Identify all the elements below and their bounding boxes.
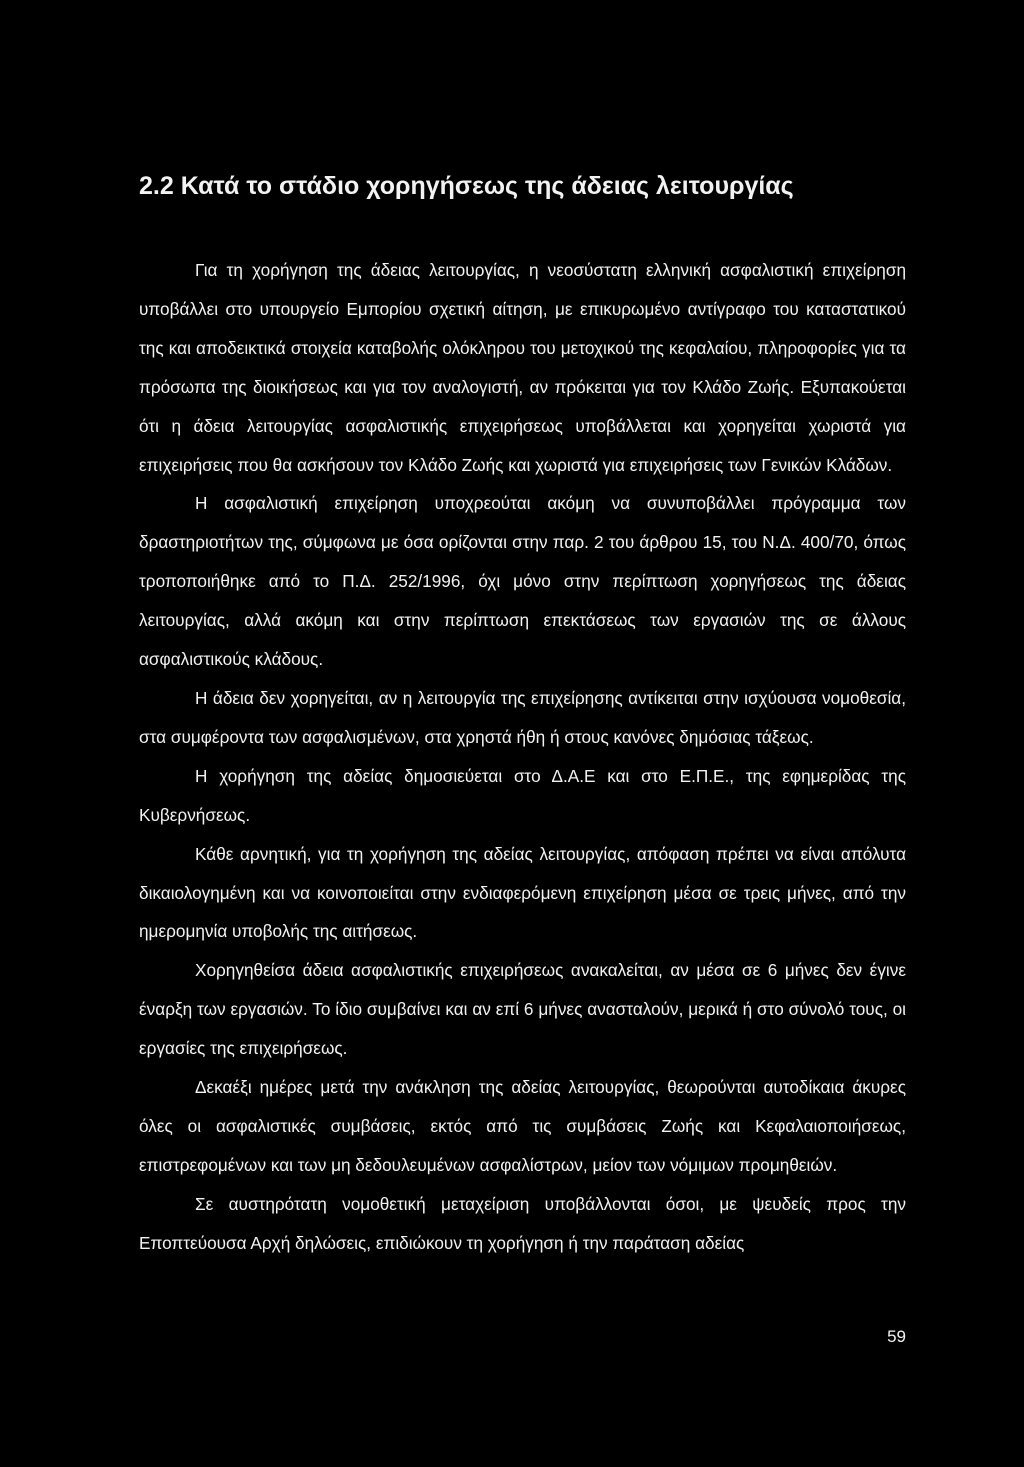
paragraph-1: Για τη χορήγηση της άδειας λειτουργίας, η νεοσύστατη ελληνική ασφαλιστική επιχείρηση υποβάλλει στο υπουργείο Εμπορίου σχετική αίτηση, με επικυρωμένο αντίγραφο του καταστατικού της και αποδεικτικά στοιχεία καταβολής ολόκληρου του μετοχικού της κεφαλαίου, πληροφορίες για τα πρόσωπα της διοικήσεως και για τον αναλογιστή, αν πρόκειται για τον Κλάδο Ζωής. Εξυπακούεται ότι η άδεια λειτουργίας ασφαλιστικής επιχειρήσεως υποβάλλεται και χορηγείται χωριστά για επιχειρήσεις που θα ασκήσουν τον Κλάδο Ζωής και χωριστά για επιχειρήσεις των Γενικών Κλάδων.: [139, 260, 906, 475]
paragraph-2: Η ασφαλιστική επιχείρηση υποχρεούται ακόμη να συνυποβάλλει πρόγραμμα των δραστηριοτήτων της, σύμφωνα με όσα ορίζονται στην παρ. 2 του άρθρου 15, του Ν.Δ. 400/70, όπως τροποποιήθηκε από το Π.Δ. 252/1996, όχι μόνο στην περίπτωση χορηγήσεως της άδειας λειτουργίας, αλλά ακόμη και στην περίπτωση επεκτάσεως των εργασιών της σε άλλους ασφαλιστικούς κλάδους.: [139, 493, 906, 670]
page-number: 59: [887, 1327, 906, 1346]
paragraph-5: Κάθε αρνητική, για τη χορήγηση της αδείας λειτουργίας, απόφαση πρέπει να είναι απόλυτα δικαιολογημένη και να κοινοποιείται στην ενδιαφερόμενη επιχείρηση μέσα σε τρεις μήνες, από την ημερομηνία υποβολής της αιτήσεως.: [139, 843, 906, 942]
paragraph-4: Η χορήγηση της αδείας δημοσιεύεται στο Δ.Α.Ε και στο Ε.Π.Ε., της εφημερίδας της Κυβερνήσεως.: [139, 765, 906, 825]
body-text: [139, 251, 906, 1263]
paragraph-3: Η άδεια δεν χορηγείται, αν η λειτουργία της επιχείρησης αντίκειται στην ισχύουσα νομοθεσία, στα συμφέροντα των ασφαλισμένων, στα χρηστά ήθη ή στους κανόνες δημόσιας τάξεως.: [139, 687, 906, 747]
paragraph-7: Δεκαέξι ημέρες μετά την ανάκληση της αδείας λειτουργίας, θεωρούνται αυτοδίκαια άκυρες όλες οι ασφαλιστικές συμβάσεις, εκτός από τις συμβάσεις Ζωής και Κεφαλαιοποιήσεως, επιστρεφομένων και των μη δεδουλευμένων ασφαλίστρων, μείον των νόμιμων προμηθειών.: [139, 1077, 906, 1175]
paragraph-6: Χορηγηθείσα άδεια ασφαλιστικής επιχειρήσεως ανακαλείται, αν μέσα σε 6 μήνες δεν έγινε έναρξη των εργασιών. Το ίδιο συμβαίνει και αν επί 6 μήνες ανασταλούν, μερικά ή στο σύνολό τους, οι εργασίες της επιχειρήσεως.: [139, 960, 906, 1059]
section-heading: 2.2 Κατά το στάδιο χορηγήσεως της άδειας λειτουργίας: [139, 172, 794, 200]
paragraph-8: Σε αυστηρότατη νομοθετική μεταχείριση υποβάλλονται όσοι, με ψευδείς προς την Εποπτεύουσα Αρχή δηλώσεις, επιδιώκουν τη χορήγηση ή την παράταση αδείας: [139, 1193, 906, 1253]
